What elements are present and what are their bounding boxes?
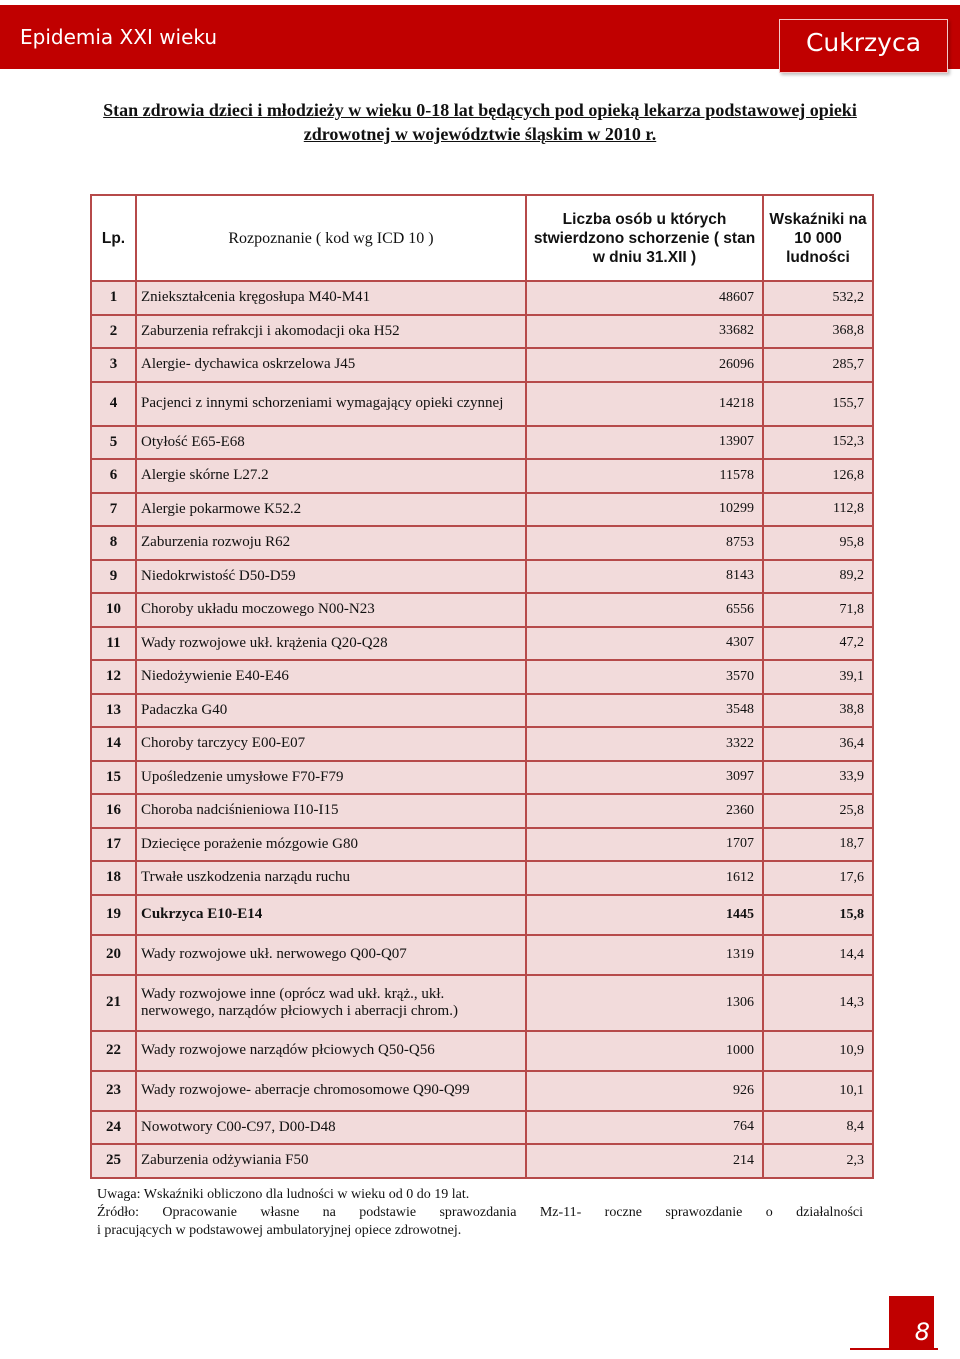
table-row (91, 1144, 873, 1178)
cell-lp: 19 (91, 895, 136, 935)
cell-rate: 2,3 (763, 1144, 873, 1178)
table-row (91, 593, 873, 627)
cell-rate: 14,3 (763, 975, 873, 1031)
cell-diagnosis: Zaburzenia odżywiania F50 (136, 1144, 526, 1178)
cell-rate: 152,3 (763, 426, 873, 460)
cell-rate: 8,4 (763, 1111, 873, 1145)
table-row (91, 935, 873, 975)
cell-count: 4307 (526, 627, 763, 661)
cell-lp: 24 (91, 1111, 136, 1145)
cell-diagnosis: Zniekształcenia kręgosłupa M40-M41 (136, 281, 526, 315)
cell-count: 2360 (526, 794, 763, 828)
notes (97, 1186, 863, 1240)
cell-diagnosis: Wady rozwojowe ukł. krążenia Q20-Q28 (136, 627, 526, 661)
cell-diagnosis: Wady rozwojowe narządów płciowych Q50-Q56 (136, 1031, 526, 1071)
cell-lp: 3 (91, 348, 136, 382)
cell-count: 1319 (526, 935, 763, 975)
cell-count: 3570 (526, 660, 763, 694)
cell-rate: 10,9 (763, 1031, 873, 1071)
table-row (91, 526, 873, 560)
column-header-count: Liczba osób u których stwierdzono schorzenie ( stan w dniu 31.XII ) (526, 195, 763, 281)
column-header-diagnosis: Rozpoznanie ( kod wg ICD 10 ) (136, 195, 526, 281)
cell-rate: 155,7 (763, 382, 873, 426)
cell-rate: 15,8 (763, 895, 873, 935)
cell-diagnosis: Niedokrwistość D50-D59 (136, 560, 526, 594)
cell-count: 214 (526, 1144, 763, 1178)
column-header-rate: Wskaźniki na 10 000 ludności (763, 195, 873, 281)
note-source-line1: Źródło: Opracowanie własne na podstawie sprawozdania Mz-11- roczne sprawozdanie o działalności (97, 1205, 863, 1220)
cell-count: 8753 (526, 526, 763, 560)
cell-diagnosis: Pacjenci z innymi schorzeniami wymagający opieki czynnej (136, 382, 526, 426)
cell-diagnosis: Wady rozwojowe- aberracje chromosomowe Q90-Q99 (136, 1071, 526, 1111)
table-row (91, 694, 873, 728)
cell-rate: 39,1 (763, 660, 873, 694)
cell-count: 33682 (526, 315, 763, 349)
cell-diagnosis: Trwałe uszkodzenia narządu ruchu (136, 861, 526, 895)
cell-count: 10299 (526, 493, 763, 527)
cell-diagnosis: Niedożywienie E40-E46 (136, 660, 526, 694)
cell-rate: 14,4 (763, 935, 873, 975)
cell-diagnosis: Choroby układu moczowego N00-N23 (136, 593, 526, 627)
cell-count: 1612 (526, 861, 763, 895)
cell-rate: 38,8 (763, 694, 873, 728)
cell-rate: 126,8 (763, 459, 873, 493)
cell-diagnosis: Zaburzenia rozwoju R62 (136, 526, 526, 560)
cell-lp: 15 (91, 761, 136, 795)
table-row (91, 975, 873, 1031)
note-source-line2: i pracujących w podstawowej ambulatoryjnej opiece zdrowotnej. (97, 1223, 462, 1238)
cell-lp: 12 (91, 660, 136, 694)
cell-diagnosis: Cukrzyca E10-E14 (136, 895, 526, 935)
cell-lp: 1 (91, 281, 136, 315)
cell-rate: 10,1 (763, 1071, 873, 1111)
cell-diagnosis: Alergie skórne L27.2 (136, 459, 526, 493)
cell-diagnosis: Padaczka G40 (136, 694, 526, 728)
cell-lp: 16 (91, 794, 136, 828)
cell-rate: 18,7 (763, 828, 873, 862)
statistics-table (90, 194, 874, 1179)
cell-count: 3322 (526, 727, 763, 761)
cell-diagnosis: Alergie pokarmowe K52.2 (136, 493, 526, 527)
cell-lp: 23 (91, 1071, 136, 1111)
cell-lp: 14 (91, 727, 136, 761)
cell-lp: 11 (91, 627, 136, 661)
table-row (91, 895, 873, 935)
cell-count: 48607 (526, 281, 763, 315)
cell-rate: 532,2 (763, 281, 873, 315)
cell-count: 1000 (526, 1031, 763, 1071)
header-left-title: Epidemia XXI wieku (20, 25, 218, 49)
cell-count: 1707 (526, 828, 763, 862)
cell-rate: 25,8 (763, 794, 873, 828)
cell-diagnosis: Dziecięce porażenie mózgowie G80 (136, 828, 526, 862)
document-title: Stan zdrowia dzieci i młodzieży w wieku 0-18 lat będących pod opieką lekarza podstawowej opieki zdrowotnej w województwie śląskim w 2010 r. (103, 100, 857, 144)
table-body (91, 281, 873, 1178)
table-row (91, 1071, 873, 1111)
cell-diagnosis: Upośledzenie umysłowe F70-F79 (136, 761, 526, 795)
cell-rate: 17,6 (763, 861, 873, 895)
cell-count: 3097 (526, 761, 763, 795)
table-row (91, 281, 873, 315)
table-row (91, 861, 873, 895)
cell-rate: 36,4 (763, 727, 873, 761)
cell-lp: 6 (91, 459, 136, 493)
cell-lp: 4 (91, 382, 136, 426)
cell-rate: 112,8 (763, 493, 873, 527)
cell-count: 6556 (526, 593, 763, 627)
table-row (91, 315, 873, 349)
cell-rate: 33,9 (763, 761, 873, 795)
cell-count: 14218 (526, 382, 763, 426)
cell-diagnosis: Wady rozwojowe inne (oprócz wad ukł. krąż., ukł. nerwowego, narządów płciowych i aberracji chrom.) (136, 975, 526, 1031)
cell-count: 8143 (526, 560, 763, 594)
cell-count: 11578 (526, 459, 763, 493)
header-bar (0, 5, 960, 69)
cell-rate: 285,7 (763, 348, 873, 382)
table-row (91, 348, 873, 382)
table-row (91, 828, 873, 862)
cell-rate: 368,8 (763, 315, 873, 349)
table-row (91, 459, 873, 493)
table-row (91, 761, 873, 795)
cell-lp: 10 (91, 593, 136, 627)
column-header-lp: Lp. (91, 195, 136, 281)
table-row (91, 794, 873, 828)
cell-count: 1306 (526, 975, 763, 1031)
cell-lp: 7 (91, 493, 136, 527)
cell-diagnosis: Nowotwory C00-C97, D00-D48 (136, 1111, 526, 1145)
cell-count: 13907 (526, 426, 763, 460)
table-row (91, 627, 873, 661)
cell-count: 926 (526, 1071, 763, 1111)
cell-lp: 8 (91, 526, 136, 560)
cell-diagnosis: Alergie- dychawica oskrzelowa J45 (136, 348, 526, 382)
cell-lp: 21 (91, 975, 136, 1031)
page-number-box (889, 1296, 934, 1348)
table-row (91, 1031, 873, 1071)
cell-count: 26096 (526, 348, 763, 382)
cell-diagnosis: Wady rozwojowe ukł. nerwowego Q00-Q07 (136, 935, 526, 975)
cell-diagnosis: Otyłość E65-E68 (136, 426, 526, 460)
cell-diagnosis: Choroby tarczycy E00-E07 (136, 727, 526, 761)
table-row (91, 727, 873, 761)
table-row (91, 560, 873, 594)
cell-lp: 18 (91, 861, 136, 895)
cell-count: 764 (526, 1111, 763, 1145)
page-number: 8 (914, 1318, 930, 1346)
cell-rate: 89,2 (763, 560, 873, 594)
header-right-title: Cukrzyca (805, 28, 922, 57)
cell-count: 1445 (526, 895, 763, 935)
cell-lp: 25 (91, 1144, 136, 1178)
cell-lp: 9 (91, 560, 136, 594)
note-uwaga: Uwaga: Wskaźniki obliczono dla ludności w wieku od 0 do 19 lat. (97, 1187, 470, 1202)
table-row (91, 493, 873, 527)
cell-lp: 13 (91, 694, 136, 728)
page-number-underline (850, 1348, 938, 1350)
cell-rate: 71,8 (763, 593, 873, 627)
cell-lp: 20 (91, 935, 136, 975)
table-row (91, 426, 873, 460)
cell-diagnosis: Choroba nadciśnieniowa I10-I15 (136, 794, 526, 828)
cell-lp: 22 (91, 1031, 136, 1071)
cell-lp: 5 (91, 426, 136, 460)
cell-diagnosis: Zaburzenia refrakcji i akomodacji oka H52 (136, 315, 526, 349)
table-row (91, 1111, 873, 1145)
cell-rate: 95,8 (763, 526, 873, 560)
cell-lp: 2 (91, 315, 136, 349)
cell-count: 3548 (526, 694, 763, 728)
table-row (91, 660, 873, 694)
header-right-badge (779, 19, 948, 73)
cell-lp: 17 (91, 828, 136, 862)
table-row (91, 382, 873, 426)
table-header-row (91, 195, 873, 281)
cell-rate: 47,2 (763, 627, 873, 661)
